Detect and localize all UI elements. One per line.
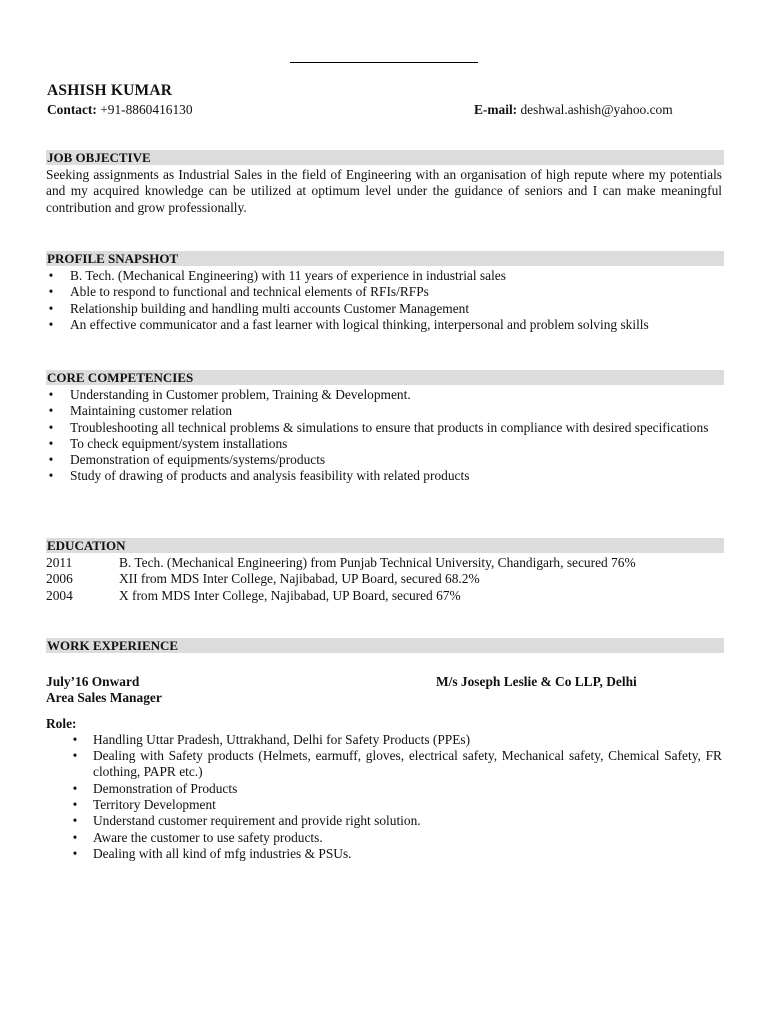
bullet: •: [72, 829, 78, 845]
candidate-name: ASHISH KUMAR: [47, 82, 173, 99]
list-item: • Understand customer requirement and provide right solution.: [46, 813, 724, 829]
education-detail: B. Tech. (Mechanical Engineering) from Punjab Technical University, Chandigarh, secured 76%: [119, 555, 636, 570]
section-heading: JOB OBJECTIVE: [46, 150, 724, 165]
list-item: • Relationship building and handling multi accounts Customer Management: [46, 301, 724, 317]
bullet: •: [72, 797, 78, 813]
bullet: •: [72, 780, 78, 796]
list-item: • Aware the customer to use safety products.: [46, 830, 724, 846]
bullet: •: [48, 403, 54, 419]
section-heading: WORK EXPERIENCE: [46, 638, 724, 653]
education-detail: XII from MDS Inter College, Najibabad, UP Board, secured 68.2%: [119, 571, 480, 587]
objective-text: Seeking assignments as Industrial Sales in the field of Engineering with an organisation of high repute where my potentials and my acquired knowledge can be utilized at optimum level under the guidance of seniors and I can make meaningful contribution and grow professionally.: [46, 167, 722, 215]
job-period: July’16 Onward: [46, 674, 140, 689]
education-row: [46, 571, 724, 587]
list-item: • Understanding in Customer problem, Training & Development.: [46, 387, 724, 403]
section-job-objective: [46, 150, 724, 216]
email-label: E-mail:: [474, 102, 518, 117]
list-item: • Dealing with all kind of mfg industries & PSUs.: [46, 846, 724, 862]
section-core-competencies: [46, 370, 724, 485]
education-year: 2011: [46, 555, 73, 570]
education-row: [46, 555, 724, 571]
bullet: •: [72, 813, 78, 829]
list-item: • Troubleshooting all technical problems & simulations to ensure that products in compliance with desired specifications: [46, 420, 724, 436]
job-designation: Area Sales Manager: [46, 690, 162, 706]
section-heading: CORE COMPETENCIES: [46, 370, 724, 385]
list-item: • B. Tech. (Mechanical Engineering) with 11 years of experience in industrial sales: [46, 268, 724, 284]
list-item: • To check equipment/system installations: [46, 436, 724, 452]
list-item: • Territory Development: [46, 797, 724, 813]
education-year: 2006: [46, 571, 73, 587]
bullet: •: [48, 300, 54, 316]
profile-list: [46, 268, 724, 333]
education-detail: X from MDS Inter College, Najibabad, UP Board, secured 67%: [119, 587, 461, 603]
list-item: • An effective communicator and a fast learner with logical thinking, interpersonal and problem solving skills: [46, 317, 724, 333]
section-education: [46, 538, 724, 604]
list-item: • Demonstration of equipments/systems/products: [46, 452, 724, 468]
bullet: •: [48, 387, 54, 402]
section-work-experience: [46, 638, 724, 862]
bullet: •: [48, 268, 54, 283]
bullet: •: [72, 845, 78, 861]
section-profile-snapshot: [46, 251, 724, 333]
education-year: 2004: [46, 587, 73, 603]
bullet: •: [72, 731, 78, 747]
bullet: •: [48, 435, 54, 451]
top-rule: [290, 62, 478, 63]
job-header: [46, 674, 724, 690]
bullet: •: [72, 748, 78, 764]
education-row: [46, 588, 724, 604]
list-item: • Study of drawing of products and analysis feasibility with related products: [46, 468, 724, 484]
section-heading: PROFILE SNAPSHOT: [46, 251, 724, 266]
list-item: • Maintaining customer relation: [46, 403, 724, 419]
section-heading: EDUCATION: [46, 538, 724, 553]
email-address[interactable]: deshwal.ashish@yahoo.com: [517, 102, 673, 117]
bullet: •: [48, 316, 54, 332]
bullet: •: [48, 452, 54, 468]
role-list: [46, 732, 724, 862]
list-item: • Dealing with Safety products (Helmets, earmuff, gloves, electrical safety, Mechanical safety, Chemical Safety, FR clothing, PAPR etc.): [46, 748, 724, 781]
contact-phone: +91-8860416130: [96, 102, 193, 117]
competencies-list: [46, 387, 724, 485]
list-item: • Handling Uttar Pradesh, Uttrakhand, Delhi for Safety Products (PPEs): [46, 732, 724, 748]
contact-line: [47, 102, 193, 118]
email-line: [474, 102, 673, 118]
bullet: •: [48, 468, 54, 484]
bullet: •: [48, 284, 54, 300]
contact-label: Contact:: [47, 102, 97, 117]
bullet: •: [48, 419, 54, 435]
role-label: Role:: [46, 715, 77, 731]
company-name: M/s Joseph Leslie & Co LLP, Delhi: [436, 674, 637, 689]
list-item: • Demonstration of Products: [46, 781, 724, 797]
list-item: • Able to respond to functional and technical elements of RFIs/RFPs: [46, 284, 724, 300]
